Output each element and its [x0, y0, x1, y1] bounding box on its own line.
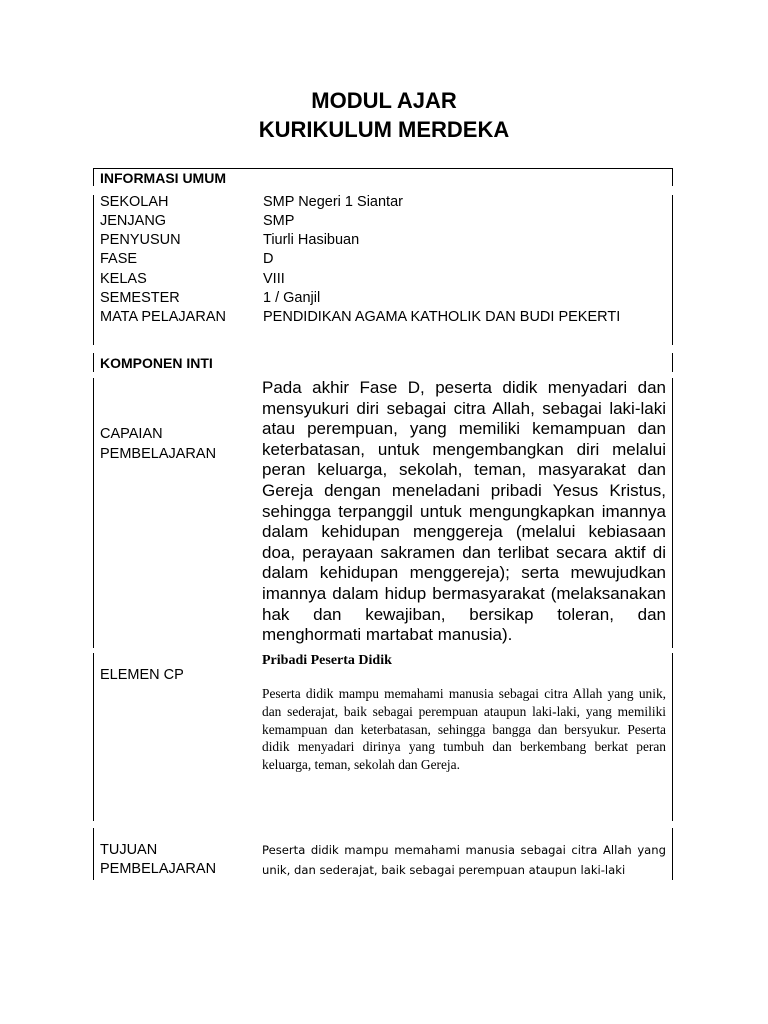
- info-value: VIII: [263, 271, 285, 287]
- elemen-text: Peserta didik mampu memahami manusia sebagai citra Allah yang unik, dan sederajat, baik sebagai perempuan ataupun laki-laki, yang memiliki kemampuan dan keterbatasan, sehingga bangga dan bersyukur. Peserta didik menyadari dirinya yang tumbuh dan berkembang berkat peran keluarga, teman, sekolah dan Gereja.: [262, 686, 666, 773]
- tujuan-label-line2: PEMBELAJARAN: [100, 861, 217, 877]
- right-border-info: [672, 168, 673, 186]
- info-key: JENJANG: [100, 213, 167, 229]
- info-value: Tiurli Hasibuan: [263, 232, 360, 248]
- right-border-info-body: [672, 195, 673, 345]
- left-border-info-body: [93, 195, 94, 345]
- informasi-umum-heading: INFORMASI UMUM: [100, 170, 226, 186]
- elemen-cp-label: ELEMEN CP: [100, 667, 184, 683]
- right-border-tujuan: [672, 828, 673, 880]
- left-border-info: [93, 168, 94, 186]
- right-border-capaian: [672, 378, 673, 648]
- left-border-komponen: [93, 353, 94, 372]
- komponen-inti-heading: KOMPONEN INTI: [100, 355, 213, 371]
- right-border-komponen: [672, 353, 673, 372]
- right-border-elemen: [672, 653, 673, 821]
- tujuan-label-line1: TUJUAN: [100, 842, 158, 858]
- info-key: SEMESTER: [100, 290, 180, 306]
- tujuan-text: Peserta didik mampu memahami manusia sebagai citra Allah yang unik, dan sederajat, baik sebagai perempuan ataupun laki-laki: [262, 843, 666, 877]
- info-key: KELAS: [100, 271, 147, 287]
- left-border-capaian: [93, 378, 94, 648]
- info-key: SEKOLAH: [100, 194, 169, 210]
- capaian-label-line1: CAPAIAN: [100, 426, 163, 442]
- info-key: FASE: [100, 251, 138, 267]
- table-top-border: [93, 168, 673, 169]
- info-key: PENYUSUN: [100, 232, 181, 248]
- info-value: PENDIDIKAN AGAMA KATHOLIK DAN BUDI PEKERTI: [263, 309, 621, 325]
- document-title: MODUL AJAR: [311, 88, 457, 113]
- elemen-title: Pribadi Peserta Didik: [262, 653, 392, 668]
- document-subtitle: KURIKULUM MERDEKA: [258, 117, 510, 142]
- info-key: MATA PELAJARAN: [100, 309, 226, 325]
- left-border-tujuan: [93, 828, 94, 880]
- info-value: SMP Negeri 1 Siantar: [263, 194, 403, 210]
- info-value: D: [263, 251, 274, 267]
- capaian-label-line2: PEMBELAJARAN: [100, 446, 217, 462]
- left-border-elemen: [93, 653, 94, 821]
- info-value: SMP: [263, 213, 295, 229]
- capaian-pembelajaran-text: Pada akhir Fase D, peserta didik menyadari dan mensyukuri diri sebagai citra Allah, sebagai laki-laki atau perempuan, yang memiliki kemampuan dan keterbatasan, untuk mengembangkan diri melalui peran keluarga, sekolah, teman, masyarakat dan Gereja dengan meneladani pribadi Yesus Kristus, sehingga terpanggil untuk mengungkapkan imannya dalam kehidupan menggereja (melalui kebiasaan doa, perayaan sakramen dan terlibat secara aktif di dalam kehidupan menggereja); serta mewujudkan imannya dalam hidup bermasyarakat (melaksanakan hak dan kewajiban, bersikap toleran, dan menghormati martabat manusia).: [262, 378, 666, 645]
- info-value: 1 / Ganjil: [263, 290, 321, 306]
